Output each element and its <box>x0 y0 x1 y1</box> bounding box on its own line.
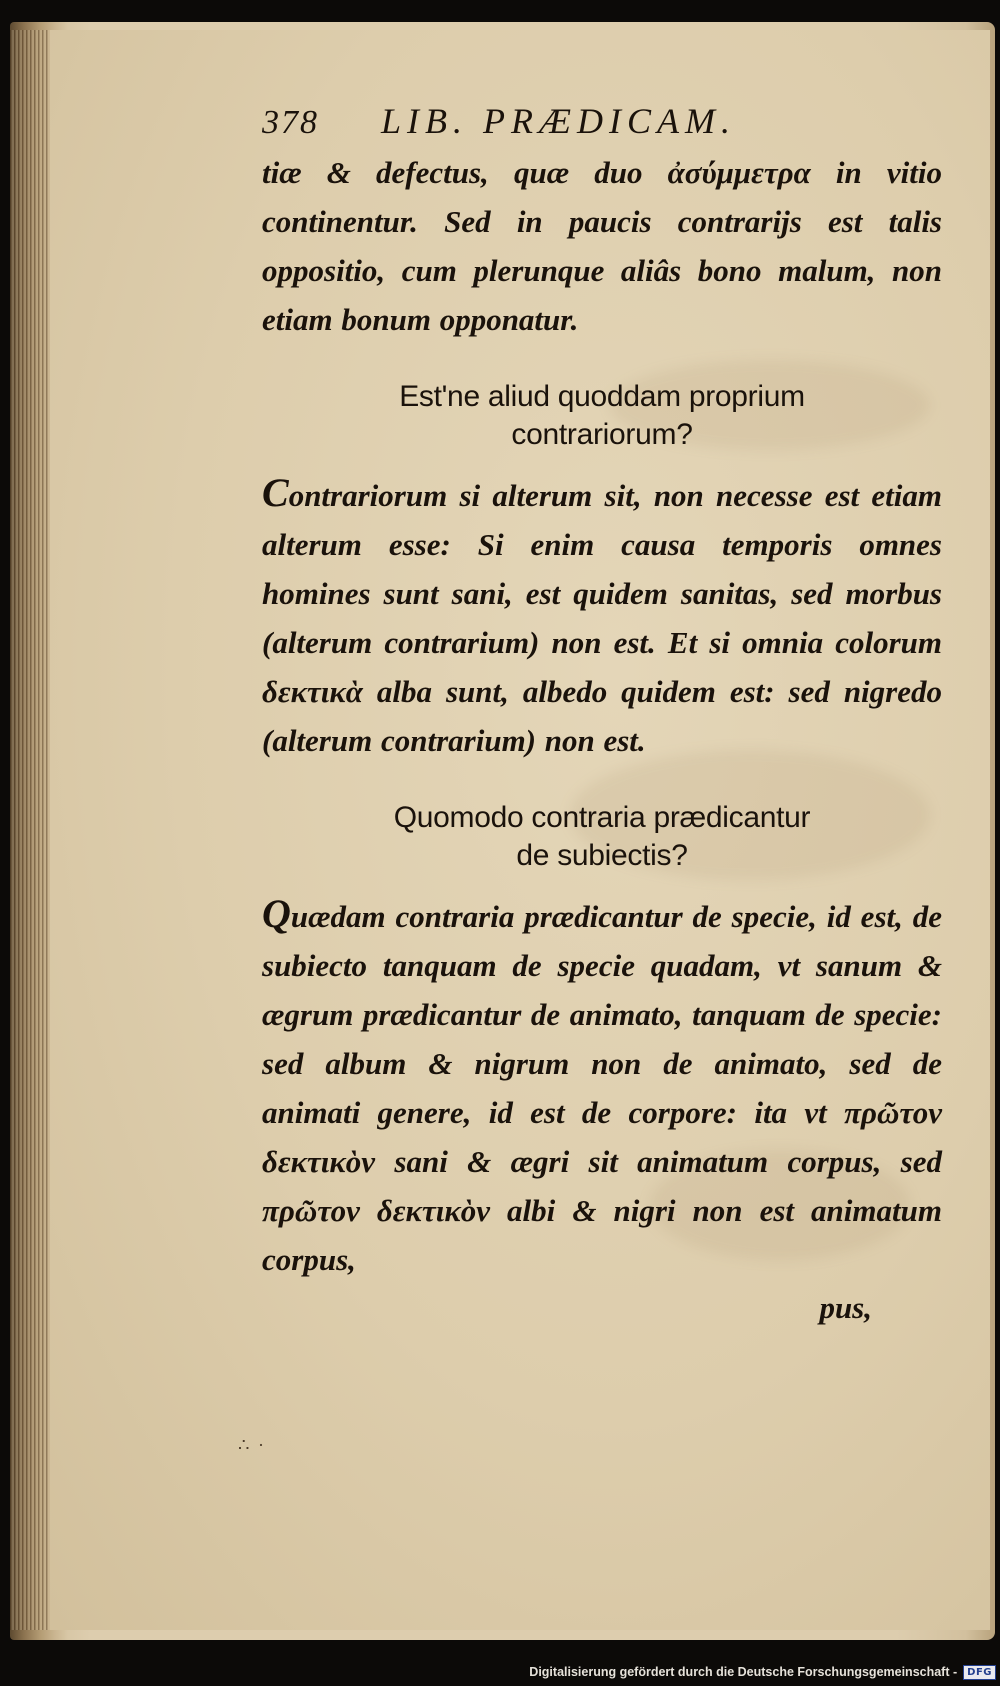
dfg-logo-icon: DFG <box>963 1665 996 1680</box>
paragraph-1: tiæ & defectus, quæ duo ἀσύμμετρα in vitio continentur. Sed in paucis contrarijs est talis oppositio, cum plerunque aliâs bono malum, non etiam bonum opponatur. <box>262 155 942 337</box>
section-heading-1-line-2: contrariorum? <box>511 418 693 451</box>
section-heading-2-line-2: de subiectis? <box>516 839 688 872</box>
section-heading-1 <box>262 378 942 454</box>
catchword: pus, <box>819 1290 872 1325</box>
paragraph-2 <box>262 468 942 765</box>
section-heading-1-line-1: Est'ne aliud quoddam proprium <box>399 380 805 413</box>
running-title: LIB. PRÆDICAM. <box>381 101 736 141</box>
section-heading-2-line-1: Quomodo contraria prædicantur <box>393 801 811 834</box>
printer-mark: ∴ · <box>238 1435 266 1455</box>
section-heading-2 <box>262 799 942 875</box>
running-head <box>262 100 942 142</box>
paragraph-3-text: uædam contraria prædicantur de specie, id est, de subiecto tanquam de specie quadam, vt sanum & ægrum prædicantur de animato, tanquam de specie: sed album & nigrum non de animato, sed de animati genere, id est de corpore: ita vt πρῶτον δεκτικὸν sani & ægri sit animatum corpus, sed πρῶτον δεκτικὸν albi & nigri non est animatum corpus, <box>262 899 942 1277</box>
initial-letter: C <box>262 470 289 515</box>
page-number: 378 <box>262 104 319 141</box>
footer-credit-text: Digitalisierung gefördert durch die Deutsche Forschungsgemeinschaft - <box>529 1665 958 1679</box>
digitization-footer <box>529 1660 996 1684</box>
paragraph-2-text: ontrariorum si alterum sit, non necesse est etiam alterum esse: Si enim causa temporis omnes homines sunt sani, est quidem sanitas, sed morbus (alterum contrarium) non est. Et si omnia colorum δεκτικὰ alba sunt, albedo quidem est: sed nigredo (alterum contrarium) non est. <box>262 478 942 758</box>
paragraph-3 <box>262 889 942 1284</box>
page-edges <box>10 30 50 1630</box>
initial-letter: Q <box>262 891 291 936</box>
page-text-block <box>262 100 942 1332</box>
